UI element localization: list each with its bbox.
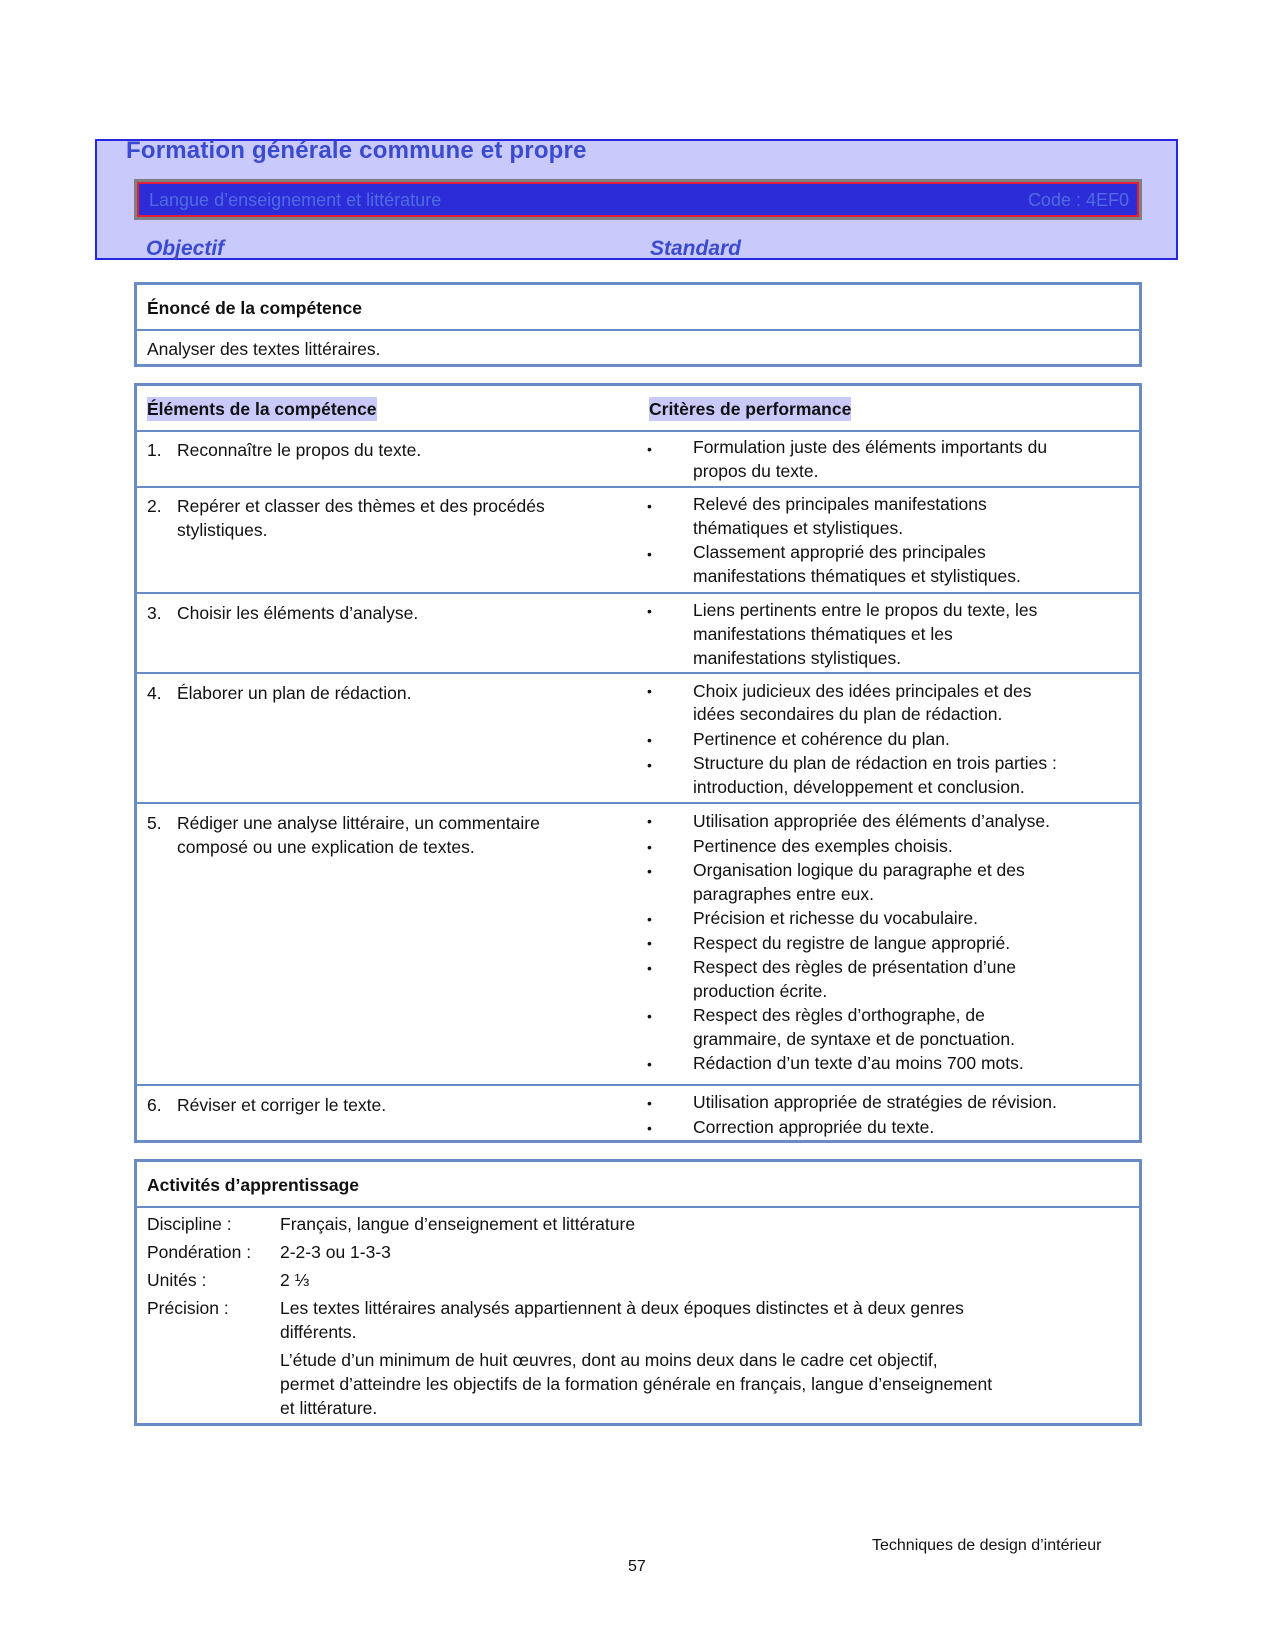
unites-value: 2 ⅓ — [280, 1270, 310, 1290]
element-row-6 — [137, 1084, 1139, 1140]
criterion-line: Respect des règles d’orthographe, de — [693, 1005, 985, 1025]
element-number: 2. — [147, 496, 162, 516]
element-text: Repérer et classer des thèmes et des procédés — [177, 496, 545, 516]
element-text: Choisir les éléments d’analyse. — [177, 603, 419, 623]
criterion-line: Relevé des principales manifestations — [693, 494, 987, 514]
bullet-icon: • — [647, 911, 652, 927]
page-number: 57 — [628, 1558, 646, 1575]
element-text: Réviser et corriger le texte. — [177, 1095, 387, 1115]
criterion-line: Respect du registre de langue approprié. — [693, 933, 1011, 953]
ponderation-label: Pondération : — [147, 1242, 252, 1262]
criterion-line: propos du texte. — [693, 461, 819, 481]
objectif-standard-row — [146, 237, 756, 263]
bullet-icon: • — [647, 546, 652, 562]
criterion-line: grammaire, de syntaxe et de ponctuation. — [693, 1029, 1015, 1049]
criterion-line: Choix judicieux des idées principales et des — [693, 681, 1032, 701]
criterion-line: Utilisation appropriée de stratégies de révision. — [693, 1092, 1057, 1112]
unites-label: Unités : — [147, 1270, 207, 1290]
standard-label: Standard — [650, 237, 742, 260]
subject-bar — [134, 179, 1142, 220]
criterion-line: manifestations thématiques et stylistiques. — [693, 566, 1021, 586]
criterion-line: idées secondaires du plan de rédaction. — [693, 704, 1003, 724]
element-number: 5. — [147, 813, 162, 833]
element-row-4 — [137, 672, 1139, 802]
precision-line: différents. — [280, 1322, 357, 1342]
ponderation-value: 2-2-3 ou 1-3-3 — [280, 1242, 391, 1262]
bullet-icon: • — [647, 1056, 652, 1072]
bullet-icon: • — [647, 935, 652, 951]
element-number: 4. — [147, 683, 162, 703]
element-number: 6. — [147, 1095, 162, 1115]
bullet-icon: • — [647, 839, 652, 855]
bullet-icon: • — [647, 498, 652, 514]
element-row-5 — [137, 802, 1139, 1084]
element-text: Élaborer un plan de rédaction. — [177, 683, 412, 703]
subject-label: Langue d’enseignement et littérature — [149, 190, 442, 210]
precision-line: Les textes littéraires analysés appartiennent à deux époques distinctes et à deux genres — [280, 1298, 964, 1318]
criterion-line: Pertinence et cohérence du plan. — [693, 729, 950, 749]
bullet-icon: • — [647, 732, 652, 748]
bullet-icon: • — [647, 1120, 652, 1136]
element-text: Rédiger une analyse littéraire, un commentaire — [177, 813, 540, 833]
criterion-line: Précision et richesse du vocabulaire. — [693, 908, 979, 928]
criterion-line: Pertinence des exemples choisis. — [693, 836, 953, 856]
bullet-icon: • — [647, 1095, 652, 1111]
bullet-icon: • — [647, 1008, 652, 1024]
enonce-row — [137, 329, 1139, 367]
criterion-line: Utilisation appropriée des éléments d’analyse. — [693, 811, 1051, 831]
bullet-icon: • — [647, 960, 652, 976]
enonce-text: Analyser des textes littéraires. — [147, 339, 381, 359]
criterion-line: production écrite. — [693, 981, 828, 1001]
criterion-line: Formulation juste des éléments importants du — [693, 437, 1048, 457]
criterion-line: Structure du plan de rédaction en trois parties : — [693, 753, 1057, 773]
element-text: stylistiques. — [177, 520, 268, 540]
criterion-line: Liens pertinents entre le propos du texte, les — [693, 600, 1038, 620]
discipline-label: Discipline : — [147, 1214, 232, 1234]
precision-label: Précision : — [147, 1298, 229, 1318]
criterion-line: Correction appropriée du texte. — [693, 1117, 935, 1137]
footer-program: Techniques de design d’intérieur — [872, 1537, 1102, 1554]
element-row-2 — [137, 486, 1139, 592]
criteria-heading: Critères de performance — [649, 399, 852, 419]
element-text: composé ou une explication de textes. — [177, 837, 475, 857]
precision-line: permet d’atteindre les objectifs de la formation générale en français, langue d’enseignement — [280, 1374, 993, 1394]
bullet-icon: • — [647, 683, 652, 699]
criterion-line: introduction, développement et conclusion. — [693, 777, 1025, 797]
bullet-icon: • — [647, 813, 652, 829]
criterion-line: paragraphes entre eux. — [693, 884, 874, 904]
criterion-line: Respect des règles de présentation d’une — [693, 957, 1016, 977]
bullet-icon: • — [647, 441, 652, 457]
element-row-1 — [137, 430, 1139, 486]
elements-heading: Éléments de la compétence — [147, 399, 377, 419]
activites-heading: Activités d’apprentissage — [147, 1175, 360, 1195]
page-title: Formation générale commune et propre — [126, 137, 587, 164]
activites-content — [137, 1206, 1139, 1423]
criterion-line: thématiques et stylistiques. — [693, 518, 904, 538]
precision-line: et littérature. — [280, 1398, 378, 1418]
bullet-icon: • — [647, 863, 652, 879]
activites-box — [134, 1159, 1142, 1426]
element-number: 3. — [147, 603, 162, 623]
subject-bar-inner — [137, 182, 1139, 217]
enonce-box — [134, 282, 1142, 367]
precision-line: L’étude d’un minimum de huit œuvres, dont au moins deux dans le cadre cet objectif, — [280, 1350, 938, 1370]
element-row-3 — [137, 592, 1139, 672]
criterion-line: manifestations stylistiques. — [693, 648, 902, 668]
discipline-value: Français, langue d’enseignement et littérature — [280, 1214, 636, 1234]
element-number: 1. — [147, 440, 162, 460]
bullet-icon: • — [647, 603, 652, 619]
enonce-heading: Énoncé de la compétence — [147, 298, 362, 318]
criterion-line: Classement approprié des principales — [693, 542, 986, 562]
objectif-label: Objectif — [146, 237, 225, 260]
criterion-line: manifestations thématiques et les — [693, 624, 953, 644]
bullet-icon: • — [647, 757, 652, 773]
criterion-line: Rédaction d’un texte d’au moins 700 mots. — [693, 1053, 1024, 1073]
course-code: Code : 4EF0 — [1027, 190, 1129, 210]
element-text: Reconnaître le propos du texte. — [177, 440, 422, 460]
elements-box — [134, 383, 1142, 1143]
criterion-line: Organisation logique du paragraphe et des — [693, 860, 1025, 880]
